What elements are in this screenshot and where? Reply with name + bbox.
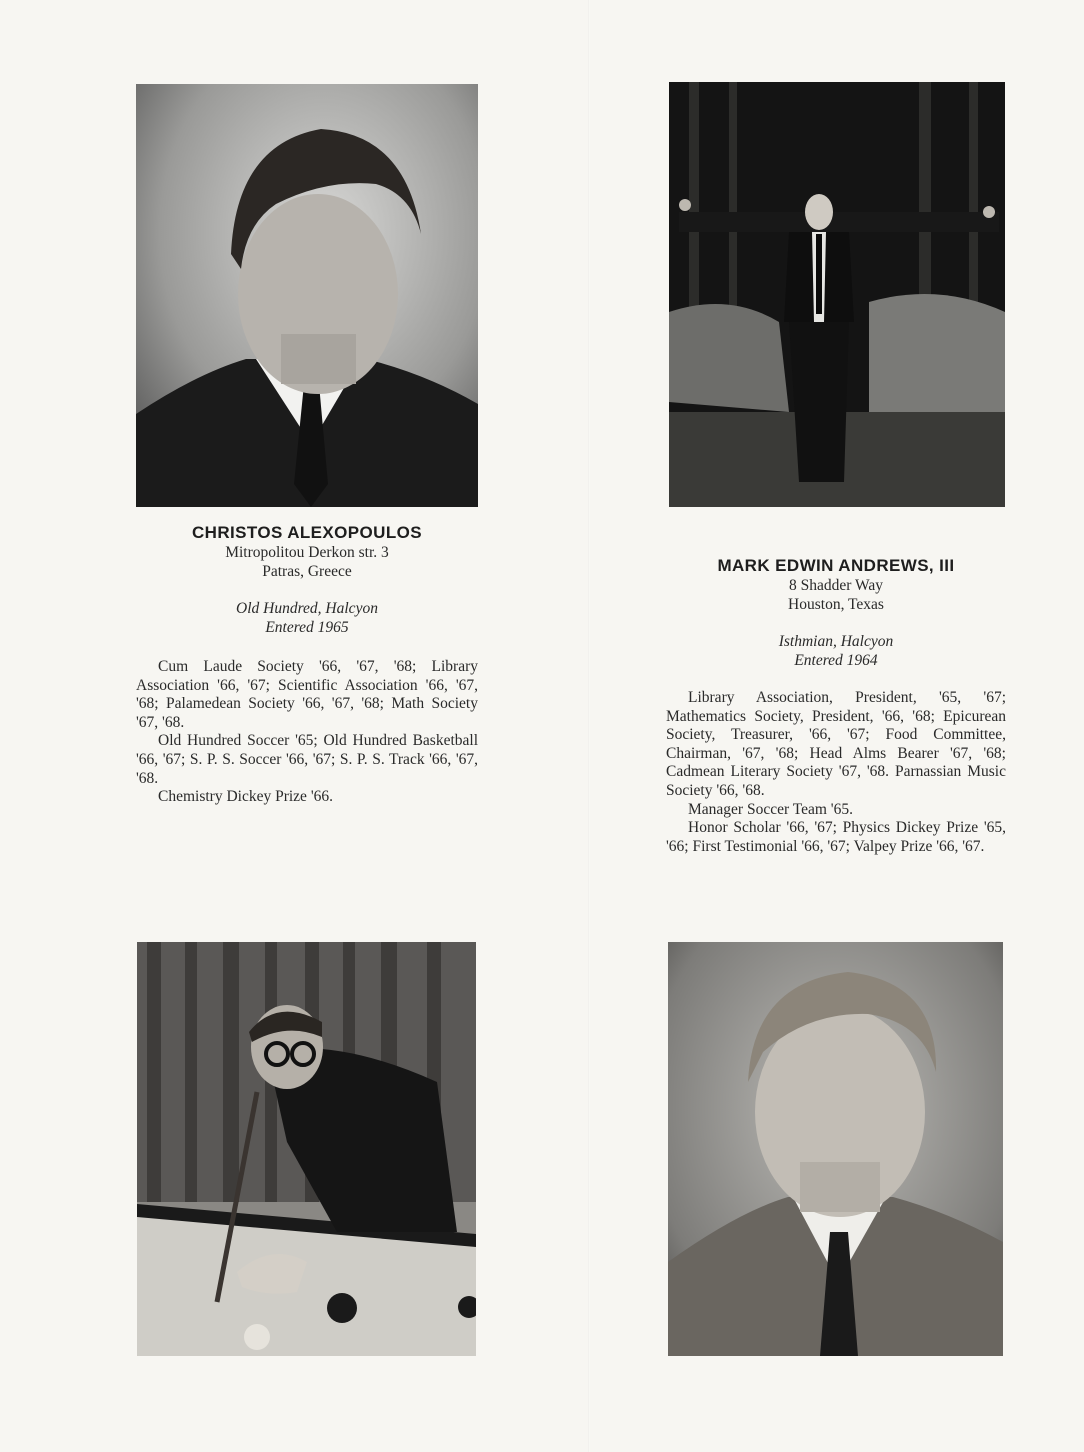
prizes-paragraph: Honor Scholar '66, '67; Physics Dickey Prize '65, '66; First Testimonial '66, '67; Valpey Prize '66, '67. [666, 819, 1006, 855]
billiards-photo [137, 942, 476, 1356]
activities-paragraph: Cum Laude Society '66, '67, '68; Library Association '66, '67; Scientific Association '66, '67, '68; Palamedean Society '66, '67, '68; Math Society '67, '68. [136, 658, 478, 731]
entered-year: Entered 1965 [265, 619, 349, 636]
house-affiliations: Isthmian, Halcyon [778, 633, 894, 650]
address-line-2: Patras, Greece [262, 563, 352, 580]
student-entry-alexopoulos [136, 523, 478, 807]
outdoor-photo-andrews [669, 82, 1005, 507]
student-name: CHRISTOS ALEXOPOULOS [192, 523, 422, 542]
student-entry-andrews [666, 556, 1006, 856]
athletics-paragraph: Manager Soccer Team '65. [688, 800, 853, 818]
athletics-paragraph: Old Hundred Soccer '65; Old Hundred Basketball '66, '67; S. P. S. Soccer '66, '67; S. P. S. Track '66, '67, '68. [136, 732, 478, 787]
address-line-1: 8 Shadder Way [788, 577, 884, 594]
portrait-photo-alexopoulos [136, 84, 478, 507]
prizes-paragraph: Chemistry Dickey Prize '66. [158, 788, 333, 806]
house-affiliations: Old Hundred, Halcyon [236, 600, 378, 617]
address-line-1: Mitropolitou Derkon str. 3 [225, 544, 389, 561]
page-gutter [588, 0, 590, 1452]
address-line-2: Houston, Texas [788, 596, 884, 613]
portrait-photo-andrews [668, 942, 1003, 1356]
entered-year: Entered 1964 [794, 652, 878, 669]
activities-paragraph: Library Association, President, '65, '67; Mathematics Society, President, '66, '68; Epicurean Society, Treasurer, '66, '67; Food Committee, Chairman, '67, '68; Head Alms Bearer '67, '68; Cadmean Literary Society '67, '68. Parnassian Music Society '66, '68. [666, 689, 1006, 799]
student-name: MARK EDWIN ANDREWS, III [717, 556, 955, 575]
